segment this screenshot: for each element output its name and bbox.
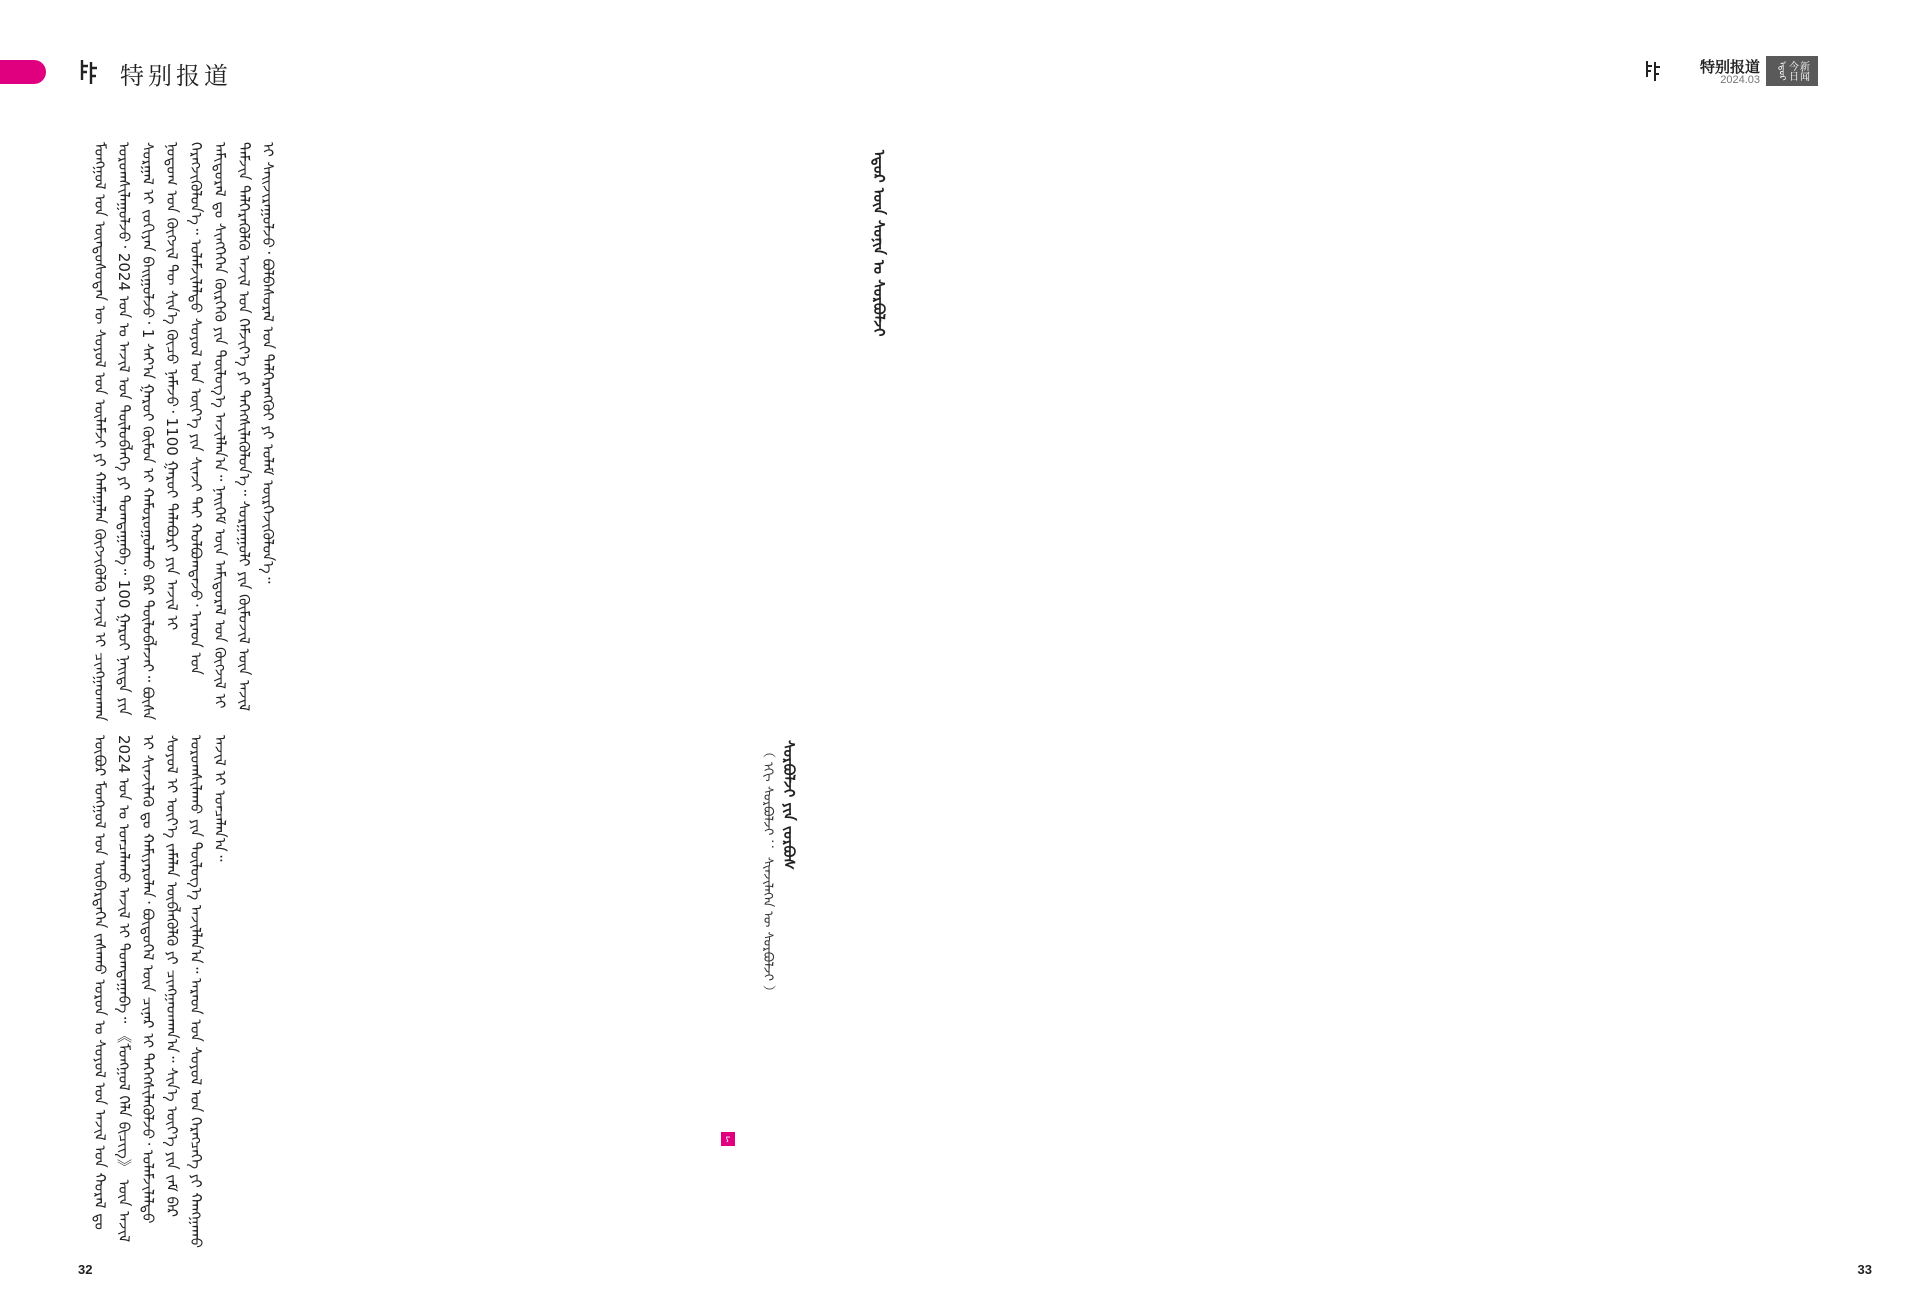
mongolian-section-logo-icon (1644, 59, 1662, 83)
mongolian-section-logo-icon (78, 58, 100, 86)
page-number-left: 32 (78, 1262, 93, 1277)
brand-logo (1766, 56, 1818, 86)
right-page (960, 0, 1920, 1312)
article-body-bottom-left: ᠥᠪᠥᠷ ᠮᠣᠩᠭᠣᠯ ᠤᠨ ᠥᠪᠡᠷᠲᠡᠭᠡᠨ ᠵᠠᠰᠠᠬᠤ ᠣᠷᠤᠨ ᠤ ᠰᠣᠶᠤᠯ ᠤᠨ ᠠᠵᠢᠯ ᠤᠨ ᠬᠤᠷᠠᠯ ᠳᠤ 2024 ᠣᠨ ᠤ ᠣᠨᠴᠠᠯᠠᠬᠤ ᠠᠵᠢᠯ ᠢ ᠲᠣᠭᠲᠠᠭᠠᠪᠠ᠃ 《ᠮᠣᠩᠭᠣᠯ ᠬᠡᠯᠡ ᠪᠢᠴᠢᠭ》 ᠦᠨ ᠠᠵᠢᠯ ᠢ ᠰᠢᠨᠵᠢᠯᠡᠬᠦ ᠳᠤ ᠬᠠᠮᠢᠶᠠᠷᠤᠯᠠᠨ᠂ ᠪᠦᠲᠦᠭᠡᠯ ᠦᠨ ᠴᠢᠨᠠᠷ ᠢ ᠳᠡᠭᠡᠭᠰᠢᠯᠡᠭᠦᠯᠵᠦ᠂ ᠤᠯᠠᠮᠵᠢᠯᠠᠯᠲᠤ ᠰᠣᠶᠤᠯ ᠢ ᠦᠶ᠎ᠡ ᠵᠠᠮᠠᠯᠠᠨ ᠥᠪᠯᠡᠭᠦᠯᠬᠦ ᠶᠢ ᠴᠢᠩᠭᠠᠳᠬᠠᠨ᠎ᠠ᠃ ᠰᠢᠨ᠎ᠡ ᠦᠶ᠎ᠡ ᠶᠢᠨ ᠵᠠᠮ ᠪᠠᠷ ᠤᠷᠤᠭᠰᠢᠯᠠᠬᠤ ᠶᠢᠨ ᠲᠥᠯᠥᠭ᠎ᠡ ᠠᠵᠢᠯᠯᠠᠨ᠎ᠠ᠃ ᠠᠷᠠᠳ ᠤᠨ ᠰᠣᠶᠤᠯ ᠤᠨ ᠬᠡᠷᠡᠭᠴᠡᠭᠡ ᠶᠢ ᠬᠠᠩᠭᠠᠬᠤ ᠠᠵᠢᠯ ᠢ ᠣᠨᠴᠠᠯᠠᠨ᠎ᠠ᠃ (91, 735, 229, 1253)
section-title: 特别报道 (1699, 59, 1760, 76)
source-note: （ ᠡᠬᠢ ᠰᠤᠷᠪᠤᠯᠵᠢ ： ᠰᠢᠨᠵᠢᠯᠡᠭᠡᠨ ᠦ ᠰᠤᠷᠪᠤᠯᠵᠢ ） (760, 745, 775, 999)
right-header (1632, 56, 1872, 88)
article-body-top-left: ᠮᠣᠩᠭᠣᠯ ᠤᠨ ᠦᠨᠳᠦᠰᠦᠲᠡᠨ ᠦ ᠰᠣᠶᠤᠯ ᠤᠨ ᠦᠯᠡᠮᠵᠢ ᠶᠢ ᠬᠠᠮᠠᠭᠠᠯᠠᠨ ᠬᠥᠭᠵᠢᠭᠦᠯᠬᠦ ᠠᠵᠢᠯ ᠢ ᠴᠢᠩᠭᠠᠳᠬᠠᠨ ᠤᠷᠤᠭᠰᠢᠯᠠᠭᠤᠯᠵᠤ᠂ 2024 ᠣᠨ ᠤ ᠠᠵᠢᠯ ᠤᠨ ᠲᠥᠯᠥᠪᠯᠡᠭᠡ ᠶᠢ ᠲᠣᠭᠲᠠᠭᠠᠪᠠ᠃ 100 ᠭᠠᠷᠤᠢ ᠨᠡᠢᠲᠡ ᠶᠢᠨ ᠰᠤᠷᠭᠠᠯ ᠢ ᠵᠣᠬᠢᠶᠠᠨ ᠪᠠᠢᠭᠤᠯᠵᠤ᠂ 1 ᠰᠠᠶ᠎ᠠ ᠭᠠᠷᠤᠢ ᠬᠦᠮᠦᠨ ᠢ ᠬᠠᠮᠤᠷᠤᠭᠤᠯᠬᠤ ᠪᠠᠷ ᠲᠥᠯᠥᠪᠯᠡᠵᠡᠢ᠃ ᠪᠦᠰᠡ ᠨᠤᠲᠤᠭ ᠤᠨ ᠬᠥᠭᠵᠢᠯ ᠲᠦ ᠰᠢᠨ᠎ᠡ ᠬᠦᠴᠦ ᠨᠡᠮᠡᠵᠦ᠂ 1100 ᠭᠠᠷᠤᠢ ᠲᠠᠯᠠᠪᠤᠷᠢ ᠶᠢᠨ ᠠᠵᠢᠯ ᠢ ᠬᠡᠷᠡᠭᠵᠢᠭᠦᠯᠦᠨ᠎ᠡ᠃ ᠤᠯᠠᠮᠵᠢᠯᠠᠯᠲᠤ ᠰᠣᠶᠤᠯ ᠤᠨ ᠦᠶ᠎ᠡ ᠶᠢᠨ ᠰᠢᠨᠵᠢ ᠲᠡᠢ ᠬᠣᠯᠪᠣᠭᠳᠠᠵᠤ᠂ ᠠᠷᠠᠳ ᠤᠨ ᠠᠮᠢᠳᠤᠷᠠᠯ ᠳᠤ ᠰᠢᠩᠭᠡᠭᠡᠨ ᠬᠦᠷᠭᠡᠬᠦ ᠶᠢᠨ ᠲᠥᠯᠥᠭ᠎ᠡ ᠠᠵᠢᠯᠯᠠᠨ᠎ᠠ᠃ ᠨᠡᠢᠭᠡᠮ ᠦᠨ ᠠᠮᠢᠳᠤᠷᠠᠯ ᠤᠨ ᠬᠥᠭᠵᠢᠯ ᠢ ᠳᠡᠮᠵᠢᠨ ᠲᠡᠯᠭᠡᠷᠡᠭᠦᠯᠬᠦ ᠠᠵᠢᠯ ᠤᠨ ᠬᠡᠮᠵᠢᠶ᠎ᠡ ᠶᠢ ᠳᠡᠭᠡᠭᠰᠢᠯᠡᠭᠦᠯᠦᠨ᠎ᠡ᠃ ᠰᠤᠷᠭᠠᠭᠤᠯᠢ ᠶᠢᠨ ᠬᠦᠮᠦᠵᠢᠯ ᠦᠨ ᠠᠵᠢᠯ ᠢ ᠰᠠᠢᠵᠢᠷᠠᠭᠤᠯᠵᠤ᠂ ᠪᠣᠯᠪᠠᠰᠤᠷᠠᠯ ᠤᠨ ᠳᠡᠯᠭᠡᠷᠡᠩᠭᠦᠢ ᠶᠢ ᠤᠯᠠᠮ ᠥᠷᠭᠡᠵᠢᠭᠦᠯᠦᠨ᠎ᠡ᠃ (91, 142, 277, 722)
brand-line-2: 新闻 (1797, 61, 1809, 81)
brand-line-1: 今日 (1786, 61, 1798, 81)
pink-end-marker: ᠶ (721, 1132, 735, 1146)
section-color-tab (0, 60, 46, 84)
issue-date: 2024.03 (1720, 74, 1760, 86)
section-title: 特别报道 (120, 62, 232, 90)
brand-mongolian-glyph-icon: ᠡᠳᠦᠷ (1776, 61, 1787, 81)
article-heading: ᠡᠳᠦᠷ ᠦᠨ ᠰᠣᠨᠢᠨ ᠤ ᠰᠤᠷᠪᠤᠯᠵᠢ (870, 150, 888, 337)
page-number-right: 33 (1857, 1262, 1872, 1277)
subsection-heading: ᠰᠤᠷᠪᠤᠯᠵᠢ ᠶᠢᠨ ᠵᠤᠷᠪᠤᠰ (780, 740, 798, 870)
